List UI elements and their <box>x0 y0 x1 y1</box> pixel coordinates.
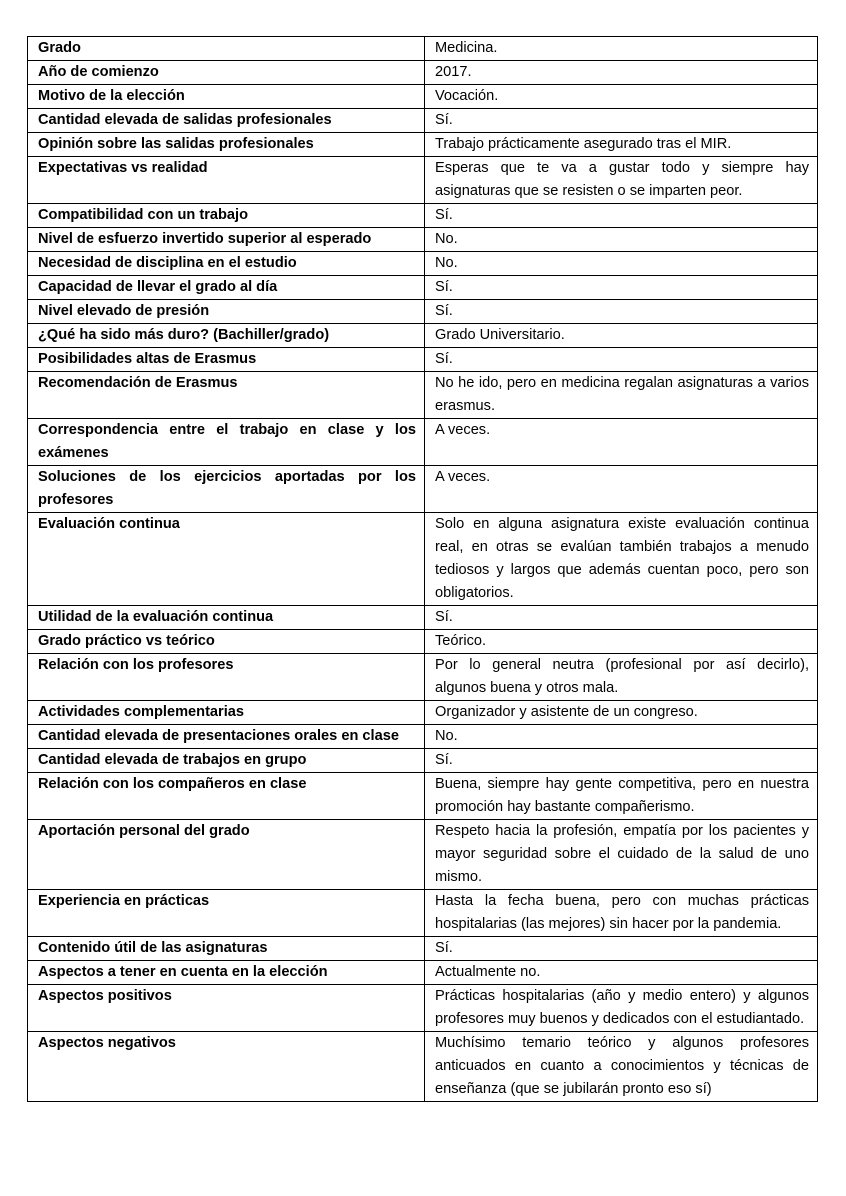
table-row <box>28 961 818 985</box>
table-row <box>28 204 818 228</box>
row-value: Buena, siempre hay gente competitiva, pero en nuestra promoción hay bastante compañerismo. <box>425 773 818 820</box>
row-value: A veces. <box>425 419 818 466</box>
row-value: Sí. <box>425 276 818 300</box>
table-row <box>28 890 818 937</box>
table-row <box>28 773 818 820</box>
row-value: A veces. <box>425 466 818 513</box>
row-label: Cantidad elevada de trabajos en grupo <box>28 749 425 773</box>
row-value: Sí. <box>425 300 818 324</box>
row-value: Organizador y asistente de un congreso. <box>425 701 818 725</box>
row-label: Nivel de esfuerzo invertido superior al esperado <box>28 228 425 252</box>
table-row <box>28 419 818 466</box>
table-row <box>28 348 818 372</box>
row-label: ¿Qué ha sido más duro? (Bachiller/grado) <box>28 324 425 348</box>
row-label: Capacidad de llevar el grado al día <box>28 276 425 300</box>
table-row <box>28 252 818 276</box>
table-row <box>28 85 818 109</box>
row-value: Por lo general neutra (profesional por así decirlo), algunos buena y otros mala. <box>425 654 818 701</box>
table-row <box>28 466 818 513</box>
row-value: Teórico. <box>425 630 818 654</box>
row-label: Actividades complementarias <box>28 701 425 725</box>
table-row <box>28 725 818 749</box>
table-row <box>28 606 818 630</box>
table-row <box>28 61 818 85</box>
row-label: Compatibilidad con un trabajo <box>28 204 425 228</box>
table-body <box>28 37 818 1102</box>
row-label: Cantidad elevada de salidas profesionales <box>28 109 425 133</box>
row-value: No. <box>425 725 818 749</box>
row-label: Grado práctico vs teórico <box>28 630 425 654</box>
row-label: Relación con los profesores <box>28 654 425 701</box>
table-row <box>28 513 818 606</box>
row-label: Recomendación de Erasmus <box>28 372 425 419</box>
row-value: Esperas que te va a gustar todo y siempre hay asignaturas que se resisten o se imparten peor. <box>425 157 818 204</box>
table-row <box>28 300 818 324</box>
table-row <box>28 749 818 773</box>
row-label: Contenido útil de las asignaturas <box>28 937 425 961</box>
row-value: Sí. <box>425 937 818 961</box>
row-label: Soluciones de los ejercicios aportadas por los profesores <box>28 466 425 513</box>
row-value: No. <box>425 228 818 252</box>
row-value: Solo en alguna asignatura existe evaluación continua real, en otras se evalúan también trabajos a menudo tediosos y largos que además cuentan poco, pero son obligatorios. <box>425 513 818 606</box>
row-label: Correspondencia entre el trabajo en clase y los exámenes <box>28 419 425 466</box>
table-row <box>28 157 818 204</box>
table-row <box>28 109 818 133</box>
table-row <box>28 37 818 61</box>
row-value: Hasta la fecha buena, pero con muchas prácticas hospitalarias (las mejores) sin hacer por la pandemia. <box>425 890 818 937</box>
row-value: Vocación. <box>425 85 818 109</box>
table-row <box>28 820 818 890</box>
table-row <box>28 324 818 348</box>
row-label: Expectativas vs realidad <box>28 157 425 204</box>
row-label: Posibilidades altas de Erasmus <box>28 348 425 372</box>
table-row <box>28 985 818 1032</box>
table-row <box>28 133 818 157</box>
row-label: Aspectos a tener en cuenta en la elección <box>28 961 425 985</box>
row-label: Grado <box>28 37 425 61</box>
table-row <box>28 654 818 701</box>
row-value: Muchísimo temario teórico y algunos profesores anticuados en cuanto a conocimientos y técnicas de enseñanza (que se jubilarán pronto eso sí) <box>425 1032 818 1102</box>
row-value: Medicina. <box>425 37 818 61</box>
row-value: 2017. <box>425 61 818 85</box>
row-label: Aspectos negativos <box>28 1032 425 1102</box>
row-label: Experiencia en prácticas <box>28 890 425 937</box>
row-label: Motivo de la elección <box>28 85 425 109</box>
row-value: Actualmente no. <box>425 961 818 985</box>
table-row <box>28 228 818 252</box>
row-value: No he ido, pero en medicina regalan asignaturas a varios erasmus. <box>425 372 818 419</box>
table-row <box>28 630 818 654</box>
row-label: Año de comienzo <box>28 61 425 85</box>
row-value: Sí. <box>425 109 818 133</box>
row-label: Opinión sobre las salidas profesionales <box>28 133 425 157</box>
row-value: Trabajo prácticamente asegurado tras el MIR. <box>425 133 818 157</box>
row-value: Sí. <box>425 348 818 372</box>
row-label: Cantidad elevada de presentaciones orales en clase <box>28 725 425 749</box>
row-value: Respeto hacia la profesión, empatía por los pacientes y mayor seguridad sobre el cuidado de la salud de uno mismo. <box>425 820 818 890</box>
row-value: Prácticas hospitalarias (año y medio entero) y algunos profesores muy buenos y dedicados con el estudiantado. <box>425 985 818 1032</box>
table-row <box>28 701 818 725</box>
table-row <box>28 937 818 961</box>
row-value: No. <box>425 252 818 276</box>
row-value: Sí. <box>425 204 818 228</box>
row-label: Necesidad de disciplina en el estudio <box>28 252 425 276</box>
table-row <box>28 276 818 300</box>
row-label: Relación con los compañeros en clase <box>28 773 425 820</box>
row-value: Sí. <box>425 606 818 630</box>
row-label: Utilidad de la evaluación continua <box>28 606 425 630</box>
table-row <box>28 372 818 419</box>
table-row <box>28 1032 818 1102</box>
survey-table <box>27 36 818 1102</box>
row-label: Evaluación continua <box>28 513 425 606</box>
row-value: Sí. <box>425 749 818 773</box>
row-label: Aportación personal del grado <box>28 820 425 890</box>
row-value: Grado Universitario. <box>425 324 818 348</box>
row-label: Aspectos positivos <box>28 985 425 1032</box>
row-label: Nivel elevado de presión <box>28 300 425 324</box>
